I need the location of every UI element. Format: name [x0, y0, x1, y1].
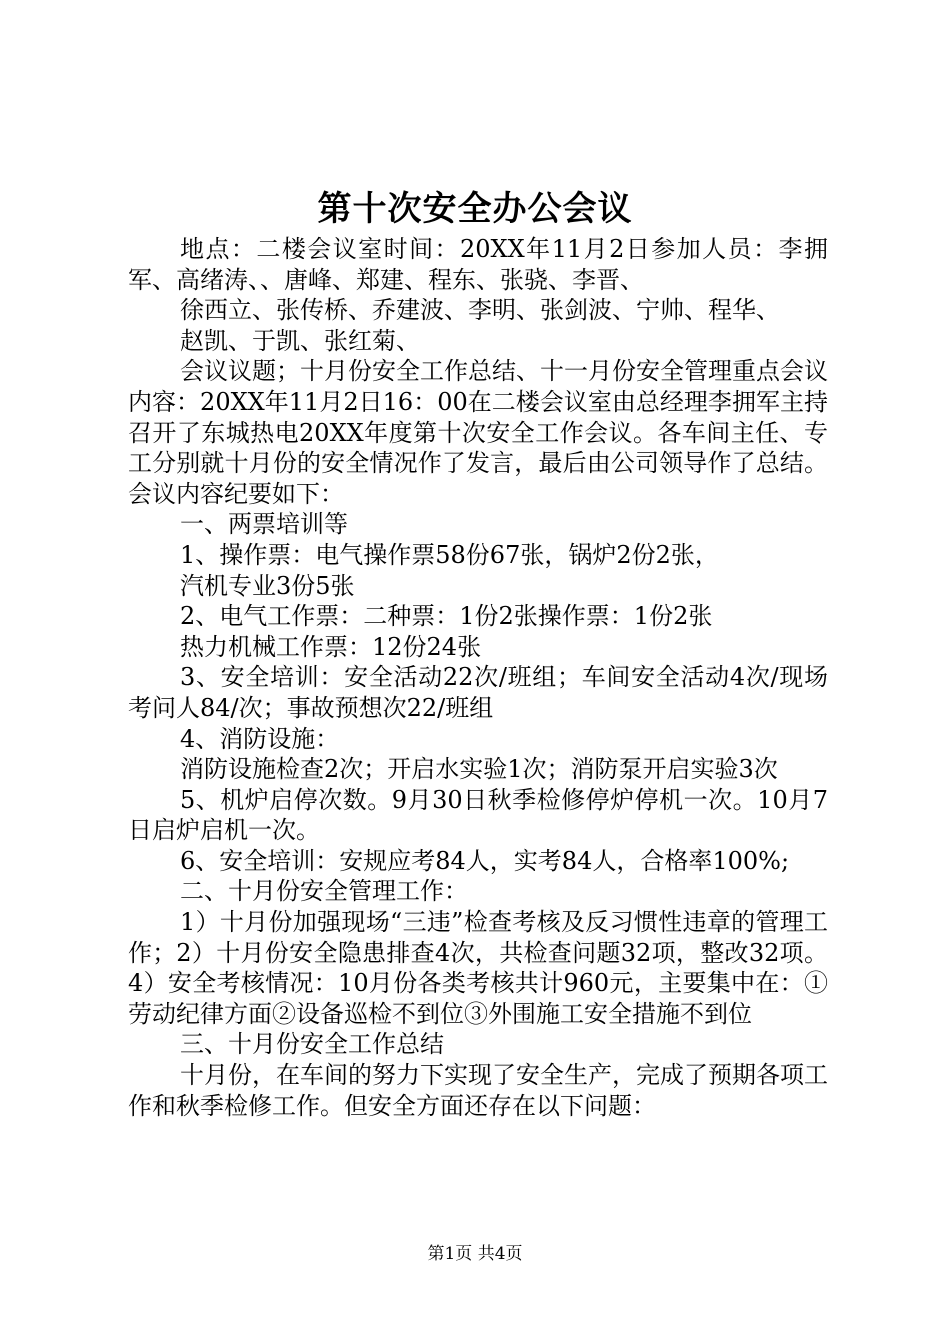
document-body — [128, 234, 828, 1121]
paragraph-attendees-line-2: 徐西立、张传桥、乔建波、李明、张剑波、宁帅、程华、 — [180, 296, 780, 325]
paragraph-section-2-heading: 二、十月份安全管理工作： — [180, 877, 468, 906]
paragraph-section-1-heading: 一、两票培训等 — [180, 510, 348, 539]
paragraph-item-5: 5、机炉启停次数。9月30日秋季检修停炉停机一次。10月7日启炉启机一次。 — [128, 785, 828, 845]
paragraph-item-2: 2、电气工作票：二种票：1份2张操作票：1份2张 — [180, 602, 713, 631]
paragraph-item-1-cont: 汽机专业3份5张 — [180, 571, 355, 600]
paragraph-item-6: 6、安全培训：安规应考84人，实考84人，合格率100%; — [180, 846, 790, 875]
paragraph-item-2-cont: 热力机械工作票：12份24张 — [180, 632, 482, 661]
page-number-footer: 第1页 共4页 — [427, 1244, 523, 1264]
paragraph-section-2-body: 1）十月份加强现场“三违”检查考核及反习惯性违章的管理工作；2）十月份安全隐患排查4次，共检查问题32项，整改32项。4）安全考核情况：10月份各类考核共计960元，主要集中在：①劳动纪律方面②设备巡检不到位③外围施工安全措施不到位 — [128, 908, 828, 1028]
paragraph-section-3-heading: 三、十月份安全工作总结 — [180, 1030, 444, 1059]
document-title: 第十次安全办公会议 — [317, 189, 633, 229]
paragraph-attendees-line-3: 赵凯、于凯、张红菊、 — [180, 326, 420, 355]
paragraph-item-4: 4、消防设施： — [180, 724, 340, 753]
paragraph-item-3: 3、安全培训：安全活动22次/班组；车间安全活动4次/现场考问人84/次；事故预想次22/班组 — [128, 663, 828, 722]
paragraph-item-4-detail: 消防设施检查2次；开启水实验1次；消防泵开启实验3次 — [180, 755, 778, 784]
paragraph-item-1: 1、操作票：电气操作票58份67张，锅炉2份2张， — [180, 540, 719, 569]
paragraph-section-3-body: 十月份，在车间的努力下实现了安全生产，完成了预期各项工作和秋季检修工作。但安全方面还存在以下问题： — [128, 1061, 828, 1120]
paragraph-agenda-content: 会议议题；十月份安全工作总结、十一月份安全管理重点会议内容：20XX年11月2日16：00在二楼会议室由总经理李拥军主持召开了东城热电20XX年度第十次安全工作会议。各车间主任、专工分别就十月份的安全情况作了发言，最后由公司领导作了总结。会议内容纪要如下： — [128, 357, 828, 508]
paragraph-meeting-info: 地点：二楼会议室时间：20XX年11月2日参加人员：李拥军、高绪涛、、唐峰、郑建、程东、张骁、李晋、 — [128, 235, 828, 294]
